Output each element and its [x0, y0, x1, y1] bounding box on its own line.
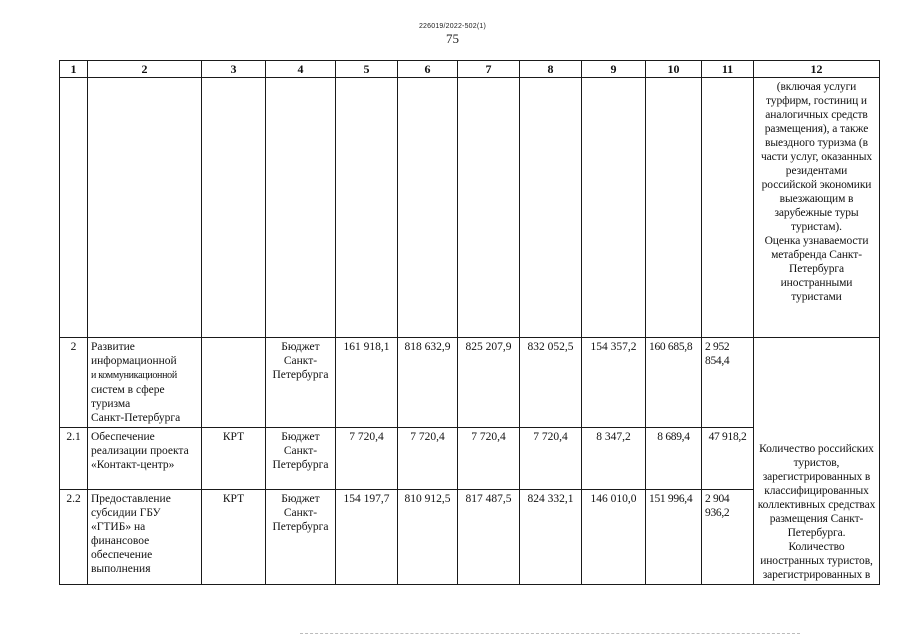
year-2-value: 810 912,5 — [398, 489, 458, 584]
total-value: 2 904 936,2 — [702, 489, 754, 584]
header-cell: 12 — [754, 61, 880, 78]
year-3-value: 7 720,4 — [458, 428, 520, 490]
year-4-value: 824 332,1 — [520, 489, 582, 584]
activity-name-line: Развитие — [91, 341, 135, 353]
year-2-value: 7 720,4 — [398, 428, 458, 490]
row-number: 2 — [60, 338, 88, 428]
continuation-row — [60, 78, 880, 338]
year-6-value: 160 685,8 — [646, 338, 702, 428]
executor: КРТ — [202, 489, 266, 584]
year-5-value: 154 357,2 — [582, 338, 646, 428]
year-5-value: 146 010,0 — [582, 489, 646, 584]
header-cell: 2 — [88, 61, 202, 78]
activity-name: Предоставление субсидии ГБУ «ГТИБ» на финансовое обеспечение выполнения — [88, 489, 202, 584]
header-cell: 8 — [520, 61, 582, 78]
executor: КРТ — [202, 428, 266, 490]
document-id: 226019/2022-502(1) — [418, 23, 487, 30]
total-value: 2 952 854,4 — [702, 338, 754, 428]
indicator: Количество российских туристов, зарегистрированных в классифицированных коллективных средствах размещения Санкт-Петербурга. Количество иностранных туристов, зарегистрированных в — [754, 428, 880, 585]
header-cell: 1 — [60, 61, 88, 78]
table-row-2 — [60, 338, 880, 428]
year-1-value: 161 918,1 — [336, 338, 398, 428]
total-value: 47 918,2 — [702, 428, 754, 490]
header-cell: 7 — [458, 61, 520, 78]
table-row-2-1 — [60, 428, 880, 490]
row-number: 2.2 — [60, 489, 88, 584]
indicator — [754, 338, 880, 428]
page-number: 75 — [446, 31, 459, 46]
funding-source: Бюджет Санкт-Петербурга — [266, 428, 336, 490]
header-cell: 10 — [646, 61, 702, 78]
indicator-continuation: (включая услуги турфирм, гостиниц и аналогичных средств размещения), а также выездного туризма (в части услуг, оказанных резидентами российской экономики выезжающим в зарубежные туры туристам). Оценка узнаваемости метабренда Санкт-Петербурга иностранными туристами — [754, 78, 880, 338]
year-1-value: 7 720,4 — [336, 428, 398, 490]
year-3-value: 817 487,5 — [458, 489, 520, 584]
activity-name — [88, 338, 202, 428]
year-3-value: 825 207,9 — [458, 338, 520, 428]
header-cell: 4 — [266, 61, 336, 78]
year-2-value: 818 632,9 — [398, 338, 458, 428]
year-5-value: 8 347,2 — [582, 428, 646, 490]
year-1-value: 154 197,7 — [336, 489, 398, 584]
executor — [202, 338, 266, 428]
activity-name-line: и коммуникационной — [91, 370, 177, 381]
year-6-value: 151 996,4 — [646, 489, 702, 584]
activity-name: Обеспечение реализации проекта «Контакт-центр» — [88, 428, 202, 490]
activity-name-line: туризма — [91, 398, 131, 410]
activity-name-line: систем в сфере — [91, 384, 165, 396]
header-cell: 9 — [582, 61, 646, 78]
header-cell: 3 — [202, 61, 266, 78]
year-4-value: 7 720,4 — [520, 428, 582, 490]
program-table — [59, 60, 880, 585]
header-cell: 5 — [336, 61, 398, 78]
funding-source: Бюджет Санкт-Петербурга — [266, 338, 336, 428]
scan-artifact-line — [300, 633, 800, 634]
year-4-value: 832 052,5 — [520, 338, 582, 428]
header-row — [60, 61, 880, 78]
activity-name-line: Санкт-Петербурга — [91, 412, 181, 424]
year-6-value: 8 689,4 — [646, 428, 702, 490]
header-cell: 11 — [702, 61, 754, 78]
row-number: 2.1 — [60, 428, 88, 490]
funding-source: Бюджет Санкт-Петербурга — [266, 489, 336, 584]
activity-name-line: информационной — [91, 355, 177, 367]
header-cell: 6 — [398, 61, 458, 78]
